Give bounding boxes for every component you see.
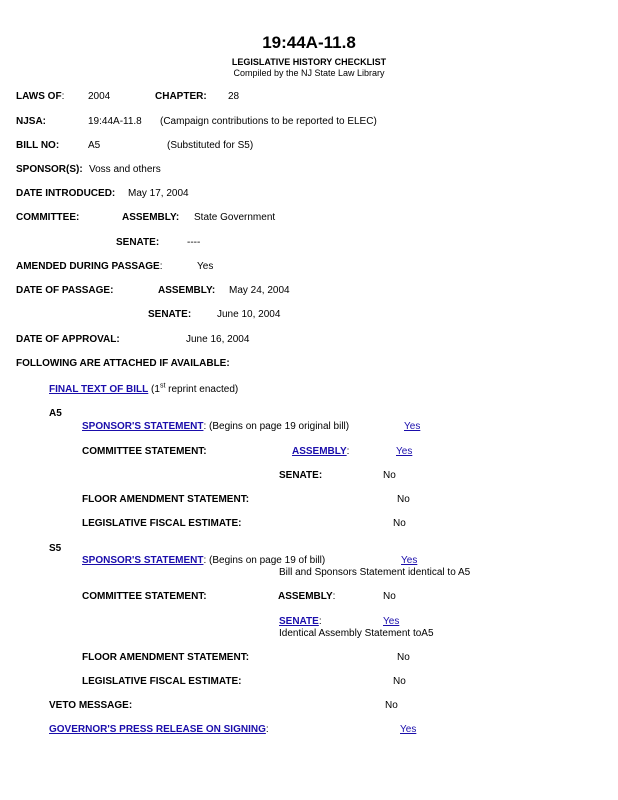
s5-assembly-label: ASSEMBLY [278, 591, 333, 602]
final-text-sup: st [159, 382, 166, 390]
date-introduced-value: May 17, 2004 [128, 188, 189, 199]
a5-heading: A5 [49, 408, 62, 419]
amended-row [16, 261, 163, 273]
a5-floor-value: No [397, 494, 410, 505]
committee-label: COMMITTEE: [16, 212, 80, 223]
a5-committee-statement-label: COMMITTEE STATEMENT: [82, 446, 207, 457]
a5-sponsor-statement-value[interactable]: Yes [404, 421, 421, 432]
bill-no-note: (Substituted for S5) [167, 140, 254, 151]
njsa-label: NJSA: [16, 116, 47, 127]
veto-label: VETO MESSAGE: [49, 700, 133, 711]
a5-assembly-value[interactable]: Yes [396, 446, 413, 457]
a5-sponsor-statement-row [82, 421, 349, 433]
s5-sponsor-statement-note: : (Begins on page 19 of bill) [203, 555, 326, 566]
njsa-description: (Campaign contributions to be reported to ELEC) [160, 116, 377, 127]
passage-assembly-value: May 24, 2004 [229, 285, 290, 296]
committee-senate-value: ---- [187, 237, 201, 248]
final-text-link[interactable]: FINAL TEXT OF BILL [49, 384, 149, 395]
s5-sponsor-statement-extra: Bill and Sponsors Statement identical to A5 [279, 567, 471, 578]
s5-assembly-row [278, 591, 335, 603]
committee-assembly-label: ASSEMBLY: [122, 212, 180, 223]
a5-fiscal-value: No [393, 518, 406, 529]
a5-assembly-row [292, 446, 349, 458]
final-text-pre: (1 [148, 384, 160, 395]
njsa-value: 19:44A-11.8 [88, 116, 142, 127]
final-text-row [49, 384, 238, 396]
committee-assembly-value: State Government [194, 212, 276, 223]
s5-assembly-value: No [383, 591, 396, 602]
s5-sponsor-statement-value[interactable]: Yes [401, 555, 418, 566]
laws-of-value: 2004 [88, 91, 111, 102]
a5-assembly-colon: : [346, 446, 350, 457]
press-release-link[interactable]: GOVERNOR'S PRESS RELEASE ON SIGNING [49, 724, 266, 735]
passage-senate-label: SENATE: [148, 309, 192, 320]
date-of-passage-label: DATE OF PASSAGE: [16, 285, 114, 296]
laws-of-label: LAWS OF [16, 91, 62, 102]
page-title: 19:44A-11.8 [262, 33, 356, 52]
laws-of-colon: : [61, 91, 65, 102]
s5-committee-statement-label: COMMITTEE STATEMENT: [82, 591, 207, 602]
s5-sponsor-statement-row [82, 555, 325, 567]
a5-assembly-link[interactable]: ASSEMBLY [292, 446, 347, 457]
press-release-colon: : [265, 724, 269, 735]
s5-fiscal-value: No [393, 676, 406, 687]
s5-senate-row [279, 616, 322, 628]
s5-senate-colon: : [318, 616, 322, 627]
press-release-row [49, 724, 269, 736]
date-of-approval-value: June 16, 2004 [186, 334, 250, 345]
amended-label: AMENDED DURING PASSAGE [16, 261, 160, 272]
s5-assembly-colon: : [332, 591, 336, 602]
page-subtitle: LEGISLATIVE HISTORY CHECKLIST [231, 57, 387, 67]
a5-sponsor-statement-link[interactable]: SPONSOR'S STATEMENT [82, 421, 204, 432]
chapter-label: CHAPTER: [155, 91, 207, 102]
passage-senate-value: June 10, 2004 [217, 309, 281, 320]
bill-no-label: BILL NO: [16, 140, 60, 151]
date-of-approval-label: DATE OF APPROVAL: [16, 334, 120, 345]
chapter-value: 28 [228, 91, 240, 102]
s5-senate-link[interactable]: SENATE [279, 616, 319, 627]
compiled-by: Compiled by the NJ State Law Library [233, 68, 385, 78]
s5-heading: S5 [49, 543, 62, 554]
amended-colon: : [159, 261, 163, 272]
a5-fiscal-label: LEGISLATIVE FISCAL ESTIMATE: [82, 518, 242, 529]
s5-senate-value[interactable]: Yes [383, 616, 400, 627]
s5-sponsor-statement-link[interactable]: SPONSOR'S STATEMENT [82, 555, 204, 566]
passage-assembly-label: ASSEMBLY: [158, 285, 216, 296]
amended-value: Yes [197, 261, 214, 272]
s5-senate-extra: Identical Assembly Statement toA5 [279, 628, 434, 639]
laws-of-row [16, 91, 64, 103]
press-release-value[interactable]: Yes [400, 724, 417, 735]
a5-sponsor-statement-note: : (Begins on page 19 original bill) [203, 421, 350, 432]
sponsors-value: Voss and others [89, 164, 161, 175]
s5-fiscal-label: LEGISLATIVE FISCAL ESTIMATE: [82, 676, 242, 687]
sponsors-label: SPONSOR(S): [16, 164, 83, 175]
a5-senate-value: No [383, 470, 396, 481]
a5-senate-label: SENATE: [279, 470, 323, 481]
a5-floor-label: FLOOR AMENDMENT STATEMENT: [82, 494, 250, 505]
s5-floor-label: FLOOR AMENDMENT STATEMENT: [82, 652, 250, 663]
attached-header: FOLLOWING ARE ATTACHED IF AVAILABLE: [16, 358, 230, 369]
bill-no-value: A5 [88, 140, 101, 151]
date-introduced-label: DATE INTRODUCED: [16, 188, 116, 199]
committee-senate-label: SENATE: [116, 237, 160, 248]
veto-value: No [385, 700, 398, 711]
s5-floor-value: No [397, 652, 410, 663]
final-text-post: reprint enacted) [165, 384, 239, 395]
